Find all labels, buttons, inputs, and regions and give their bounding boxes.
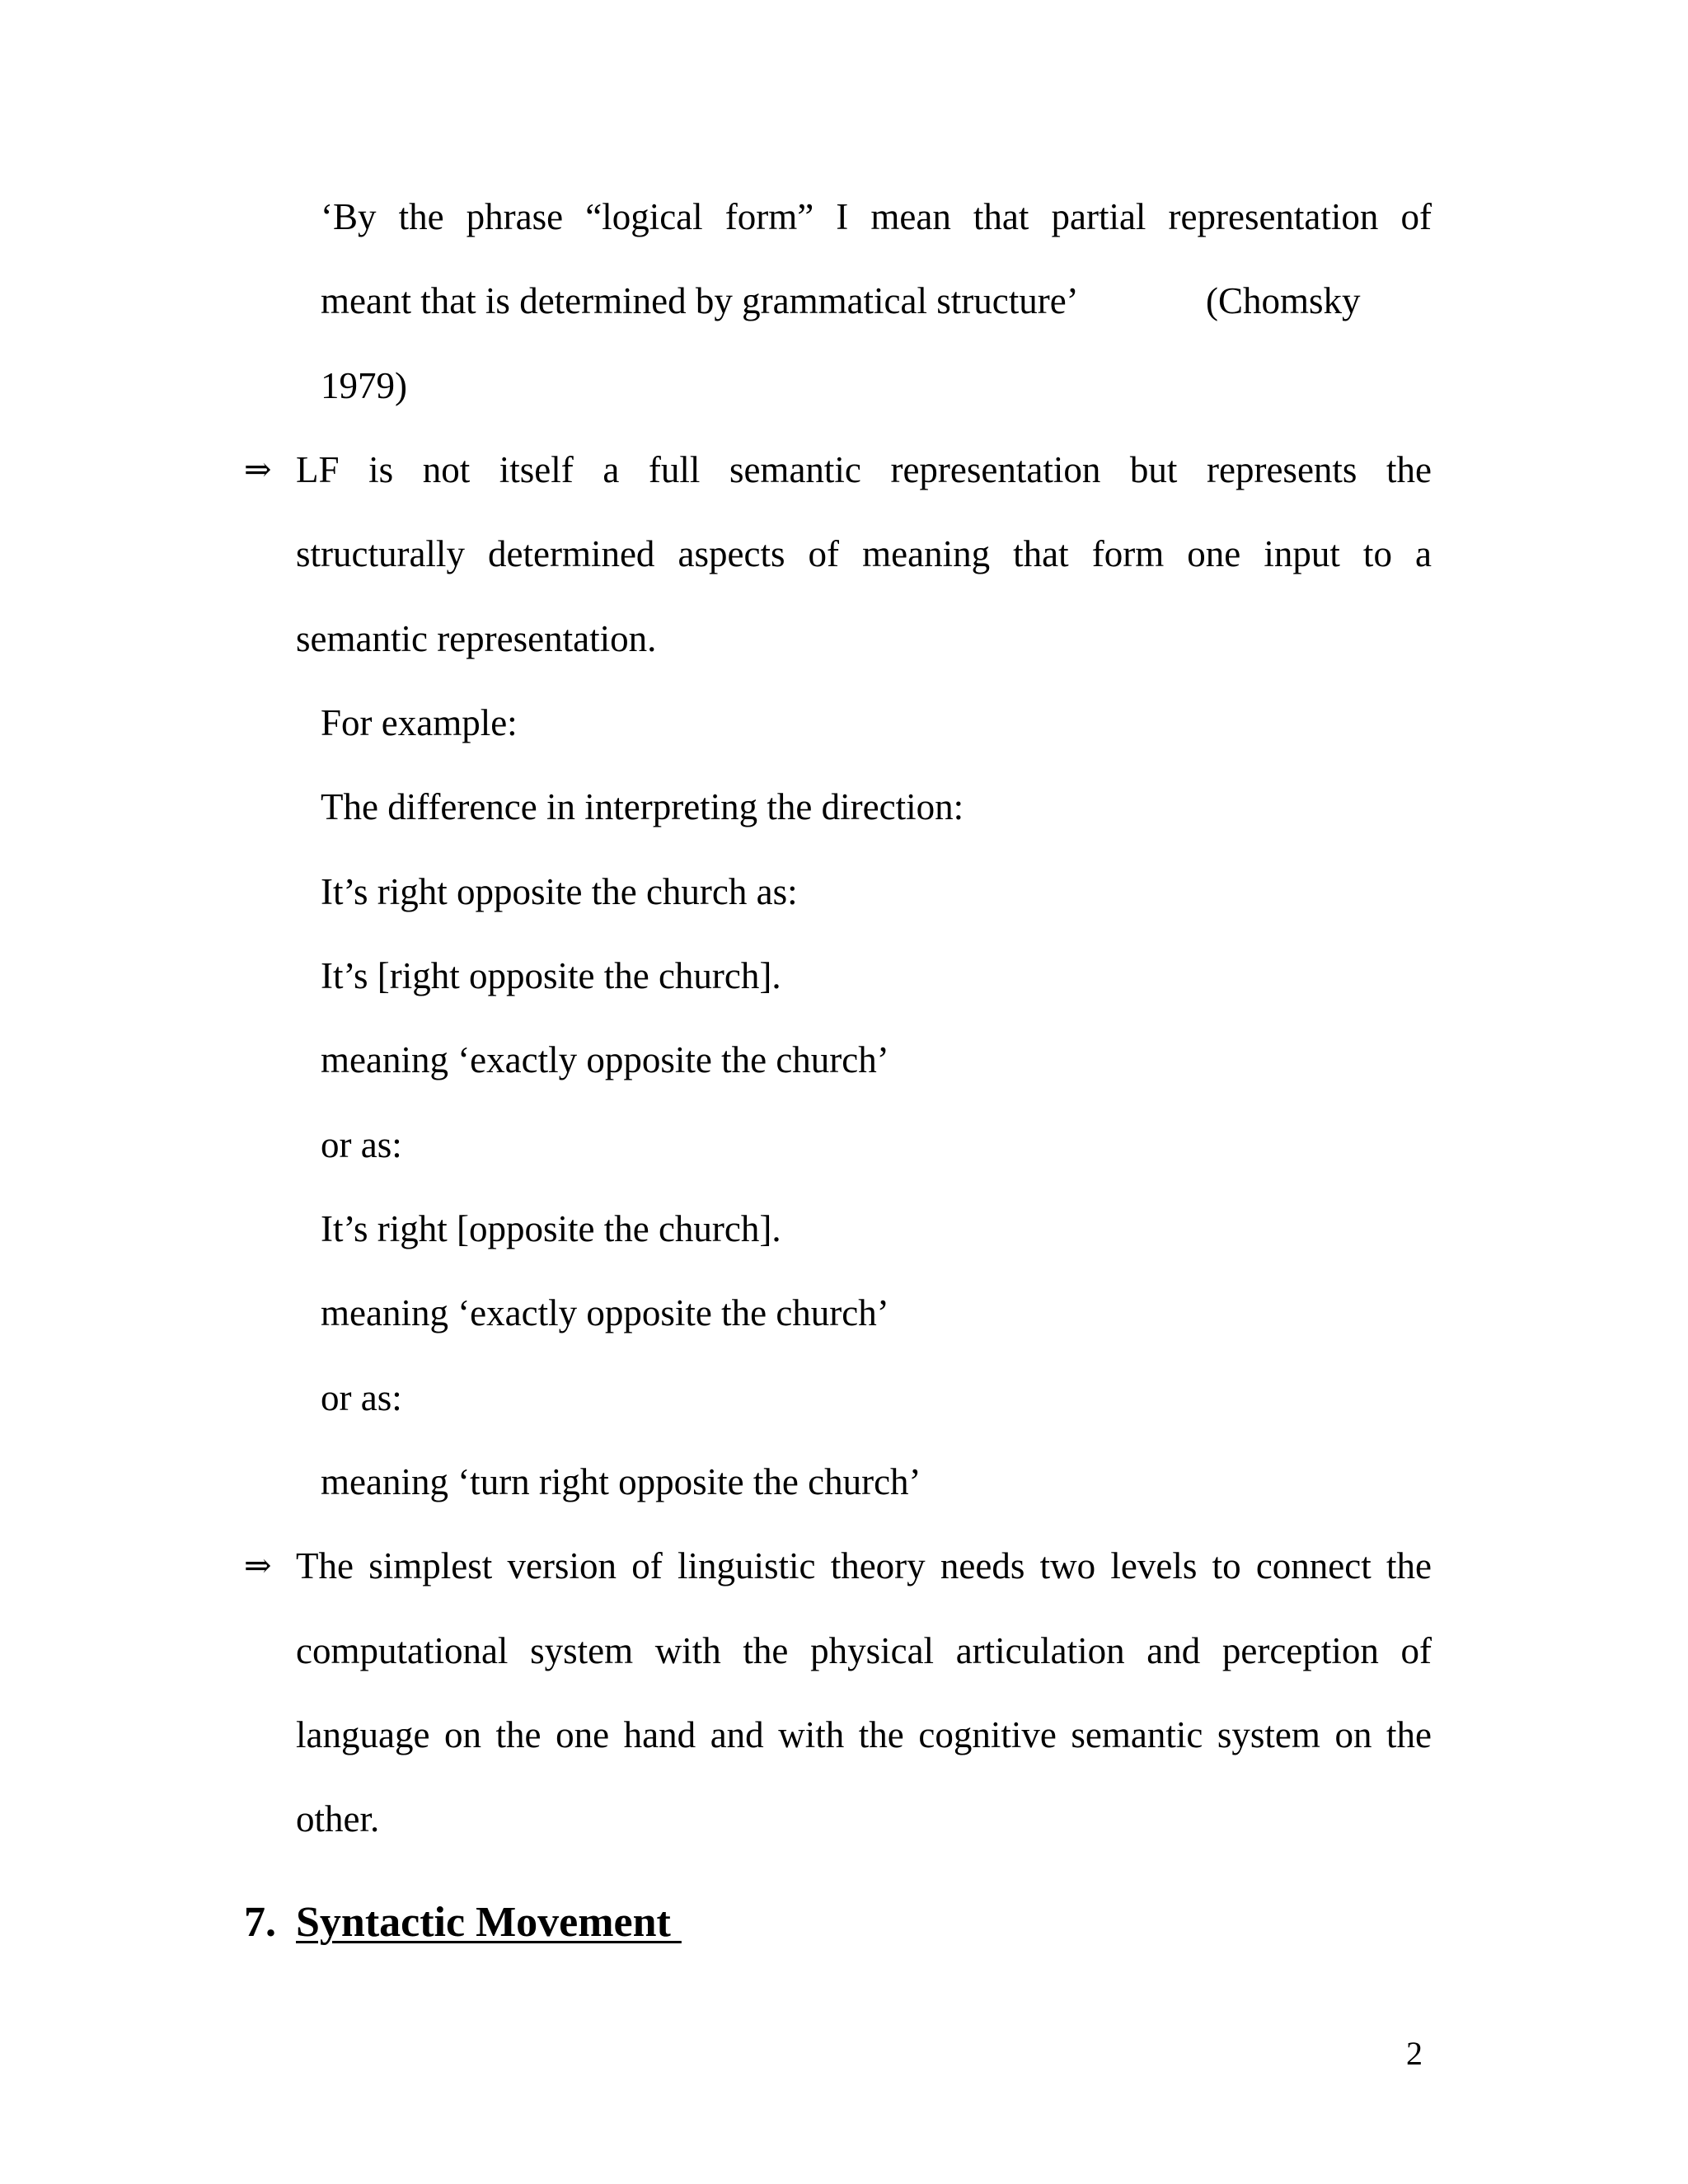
- example-line: It’s [right opposite the church].: [321, 955, 781, 996]
- example-line: or as:: [321, 1124, 402, 1165]
- bullet2-line-3: language on the one hand and with the cognitive semantic system on the: [296, 1714, 1432, 1755]
- quote-citation-year: 1979): [321, 365, 407, 406]
- bullet1-line-3: semantic representation.: [296, 618, 657, 659]
- example-line: meaning ‘exactly opposite the church’: [321, 1039, 889, 1080]
- page-number: 2: [1406, 2035, 1423, 2072]
- bullet2-line-1: The simplest version of linguistic theory needs two levels to connect the: [296, 1545, 1432, 1586]
- example-line: It’s right [opposite the church].: [321, 1208, 781, 1249]
- example-line: The difference in interpreting the direction:: [321, 786, 964, 827]
- quote-line-2: meant that is determined by grammatical structure’: [321, 280, 1079, 321]
- example-line: or as:: [321, 1377, 402, 1418]
- implies-arrow-icon: ⇒: [244, 1547, 272, 1584]
- example-line: For example:: [321, 702, 518, 743]
- example-line: meaning ‘turn right opposite the church’: [321, 1461, 921, 1502]
- bullet1-line-1: LF is not itself a full semantic representation but represents the: [296, 449, 1432, 490]
- example-line: meaning ‘exactly opposite the church’: [321, 1292, 889, 1333]
- section-title: Syntactic Movement: [296, 1899, 682, 1946]
- quote-line-1: ‘By the phrase “logical form” I mean that partial representation of: [321, 196, 1432, 237]
- bullet2-line-2: computational system with the physical articulation and perception of: [296, 1630, 1432, 1671]
- section-number: 7.: [244, 1899, 276, 1946]
- section-heading: [244, 1894, 682, 1952]
- implies-arrow-icon: ⇒: [244, 451, 272, 488]
- quote-citation-author: (Chomsky: [1206, 280, 1361, 321]
- bullet1-line-2: structurally determined aspects of meaning that form one input to a: [296, 533, 1432, 574]
- bullet2-line-4: other.: [296, 1798, 380, 1840]
- example-line: It’s right opposite the church as:: [321, 871, 798, 912]
